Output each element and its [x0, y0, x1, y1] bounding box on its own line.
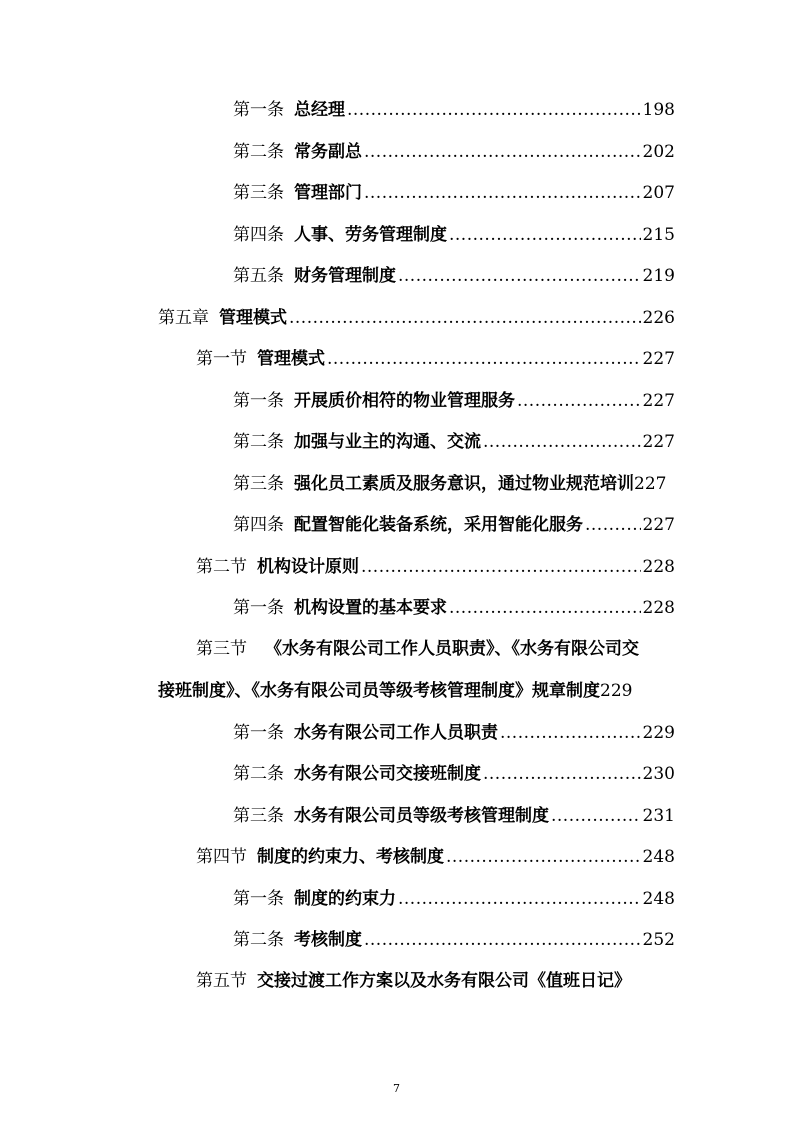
- toc-entry[interactable]: [233, 512, 675, 538]
- toc-entry-title: 人事、劳务管理制度: [294, 225, 447, 245]
- toc-entry-page: 226: [642, 308, 675, 328]
- toc-entry-label: 第二条: [233, 764, 284, 784]
- toc-entry-title: 管理模式: [219, 308, 287, 328]
- toc-entry-page: 248: [642, 847, 675, 867]
- toc-entry-page: 230: [642, 764, 675, 784]
- toc-entry-title: 水务有限公司工作人员职责: [294, 723, 498, 743]
- toc-entry-title: 强化员工素质及服务意识，通过物业规范培训: [294, 474, 634, 494]
- toc-chapter-entry[interactable]: [158, 305, 675, 331]
- toc-entry-page: 248: [642, 889, 675, 909]
- toc-section-entry-multiline[interactable]: [196, 636, 675, 662]
- toc-entry-title: 机构设计原则: [257, 557, 359, 577]
- toc-entry-label: 第一条: [233, 723, 284, 743]
- toc-entry[interactable]: [233, 97, 675, 123]
- toc-entry-label: 第一条: [233, 889, 284, 909]
- toc-entry-label: 第五条: [233, 266, 284, 286]
- toc-entry-page: 202: [642, 142, 675, 162]
- toc-entry[interactable]: [233, 222, 675, 248]
- toc-entry-title: 机构设置的基本要求: [294, 598, 447, 618]
- page-number: 7: [393, 1082, 400, 1095]
- toc-leader-dots: [446, 844, 641, 870]
- toc-leader-dots: [361, 554, 641, 580]
- toc-entry-label: 第五章: [158, 308, 209, 328]
- toc-entry-label: 第四节: [196, 847, 247, 867]
- toc-entry-title: 水务有限公司交接班制度: [294, 764, 481, 784]
- toc-leader-dots: [289, 305, 641, 331]
- toc-section-entry[interactable]: [196, 346, 675, 372]
- toc-entry-label: 第一条: [233, 100, 284, 120]
- toc-leader-dots: [398, 886, 641, 912]
- toc-entry-page: 198: [642, 100, 675, 120]
- toc-entry-title: 总经理: [294, 100, 345, 120]
- toc-entry[interactable]: [233, 139, 675, 165]
- toc-entry-label: 第五节: [196, 971, 247, 991]
- toc-entry-title: 交接过渡工作方案以及水务有限公司《值班日记》: [257, 971, 631, 991]
- toc-entry-label: 第三条: [233, 474, 284, 494]
- toc-section-entry[interactable]: [196, 968, 631, 994]
- toc-entry-label: 第四条: [233, 515, 284, 535]
- toc-entry[interactable]: [233, 803, 675, 829]
- toc-leader-dots: [517, 388, 641, 414]
- toc-leader-dots: [327, 346, 641, 372]
- toc-entry[interactable]: [233, 927, 675, 953]
- toc-leader-dots: [364, 180, 641, 206]
- toc-entry[interactable]: [233, 429, 675, 455]
- toc-entry[interactable]: [233, 886, 675, 912]
- toc-entry-page: 252: [642, 930, 675, 950]
- toc-entry-label: 第三节: [196, 639, 247, 659]
- toc-entry-title: 开展质价相符的物业管理服务: [294, 391, 515, 411]
- toc-section-entry-continuation[interactable]: [158, 678, 678, 704]
- toc-entry[interactable]: [233, 388, 675, 414]
- toc-entry-label: 第一条: [233, 598, 284, 618]
- toc-entry-page: 207: [642, 183, 675, 203]
- toc-entry-label: 第二条: [233, 142, 284, 162]
- toc-leader-dots: [585, 512, 641, 538]
- toc-entry-title: 财务管理制度: [294, 266, 396, 286]
- toc-entry-page: 231: [642, 806, 675, 826]
- toc-leader-dots: [364, 139, 641, 165]
- toc-leader-dots: [449, 222, 641, 248]
- toc-entry-label: 第一条: [233, 391, 284, 411]
- toc-entry[interactable]: [233, 471, 703, 497]
- toc-section-entry[interactable]: [196, 554, 675, 580]
- toc-section-entry[interactable]: [196, 844, 675, 870]
- toc-entry-page: 227: [642, 432, 675, 452]
- toc-entry-page: 227: [634, 474, 667, 494]
- toc-entry-label: 第一节: [196, 349, 247, 369]
- toc-leader-dots: [500, 720, 641, 746]
- toc-leader-dots: [551, 803, 641, 829]
- toc-leader-dots: [483, 761, 641, 787]
- toc-entry-page: 227: [642, 391, 675, 411]
- toc-entry[interactable]: [233, 595, 675, 621]
- toc-entry-title-line1: 《水务有限公司工作人员职责》、《水务有限公司交: [265, 639, 639, 659]
- toc-entry-label: 第三条: [233, 806, 284, 826]
- toc-entry[interactable]: [233, 761, 675, 787]
- toc-entry-title-line2: 接班制度》、《水务有限公司员等级考核管理制度》规章制度: [158, 681, 600, 701]
- toc-entry-title: 配置智能化装备系统，采用智能化服务: [294, 515, 583, 535]
- toc-entry-page: 227: [642, 349, 675, 369]
- toc-leader-dots: [449, 595, 641, 621]
- toc-leader-dots: [347, 97, 641, 123]
- toc-leader-dots: [483, 429, 641, 455]
- toc-entry[interactable]: [233, 720, 675, 746]
- toc-entry-title: 水务有限公司员等级考核管理制度: [294, 806, 549, 826]
- toc-entry-label: 第二条: [233, 930, 284, 950]
- toc-entry-title: 管理模式: [257, 349, 325, 369]
- toc-entry-title: 制度的约束力: [294, 889, 396, 909]
- toc-entry-title: 加强与业主的沟通、交流: [294, 432, 481, 452]
- toc-entry-title: 考核制度: [294, 930, 362, 950]
- toc-entry[interactable]: [233, 180, 675, 206]
- toc-entry-page: 229: [600, 681, 633, 701]
- toc-entry-page: 228: [642, 598, 675, 618]
- toc-entry-page: 227: [642, 515, 675, 535]
- toc-leader-dots: [364, 927, 641, 953]
- toc-entry-page: 219: [642, 266, 675, 286]
- toc-entry-title: 常务副总: [294, 142, 362, 162]
- toc-entry-page: 215: [642, 225, 675, 245]
- toc-entry-label: 第二条: [233, 432, 284, 452]
- toc-entry-page: 228: [642, 557, 675, 577]
- toc-entry-page: 229: [642, 723, 675, 743]
- toc-leader-dots: [398, 263, 641, 289]
- toc-entry-title: 制度的约束力、考核制度: [257, 847, 444, 867]
- toc-entry-label: 第三条: [233, 183, 284, 203]
- toc-entry-label: 第二节: [196, 557, 247, 577]
- toc-entry-label: 第四条: [233, 225, 284, 245]
- toc-entry-title: 管理部门: [294, 183, 362, 203]
- toc-entry[interactable]: [233, 263, 675, 289]
